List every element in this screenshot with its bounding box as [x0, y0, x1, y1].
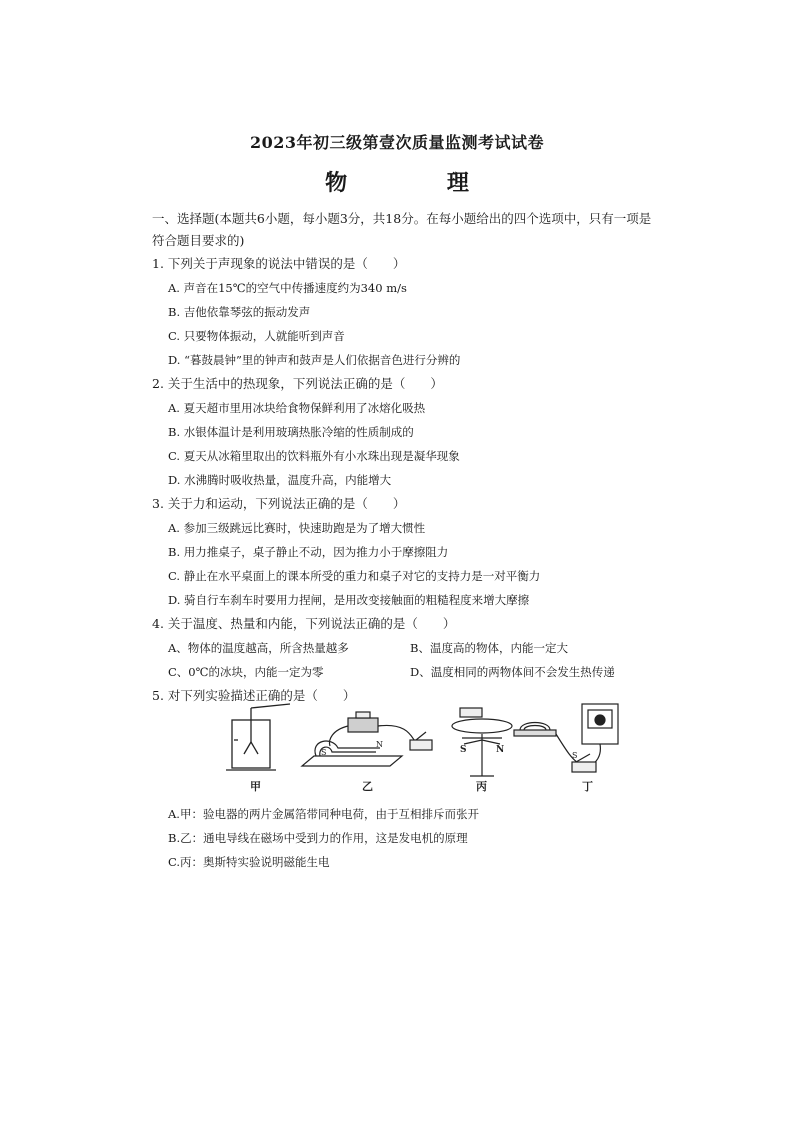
question-1-stem: 1. 下列关于声现象的说法中错误的是（ ） — [152, 256, 406, 271]
galvanometer-experiment-diagram — [514, 704, 618, 772]
motor-experiment-diagram — [302, 712, 432, 766]
question-1-option-c: C. 只要物体振动，人就能听到声音 — [168, 329, 345, 343]
question-5-option-c: C.丙：奥斯特实验说明磁能生电 — [168, 855, 330, 869]
question-3-stem: 3. 关于力和运动，下列说法正确的是（ ） — [152, 496, 406, 511]
question-4-stem: 4. 关于温度、热量和内能，下列说法正确的是（ ） — [152, 616, 456, 631]
question-2-option-d: D. 水沸腾时吸收热量，温度升高，内能增大 — [168, 473, 392, 487]
question-3-option-b: B. 用力推桌子，桌子静止不动，因为推力小于摩擦阻力 — [168, 545, 449, 559]
oersted-experiment-diagram — [452, 708, 512, 776]
figure-mark-0: S — [321, 748, 327, 757]
question-5-option-b: B.乙：通电导线在磁场中受到力的作用，这是发电机的原理 — [168, 831, 468, 845]
question-3-option-a: A. 参加三级跳远比赛时，快速助跑是为了增大惯性 — [168, 521, 426, 535]
question-1-option-b: B. 吉他依靠琴弦的振动发声 — [168, 305, 311, 319]
question-1-option-d: D. “暮鼓晨钟”里的钟声和鼓声是人们依据音色进行分辨的 — [168, 353, 461, 367]
section-heading: 一、选择题(本题共6小题，每小题3分，共18分。在每小题给出的四个选项中，只有一项是符合题目要求的) — [152, 211, 652, 248]
question-3-option-c: C. 静止在水平桌面上的课本所受的重力和桌子对它的支持力是一对平衡力 — [168, 569, 541, 583]
figure-mark-1: N — [376, 740, 383, 749]
question-2-option-c: C. 夏天从冰箱里取出的饮料瓶外有小水珠出现是凝华现象 — [168, 449, 460, 463]
question-3-option-d: D. 骑自行车刹车时要用力捏闸，是用改变接触面的粗糙程度来增大摩擦 — [168, 593, 530, 607]
electroscope-diagram — [226, 704, 290, 770]
question-5-stem: 5. 对下列实验描述正确的是（ ） — [152, 688, 356, 703]
question-5-option-a: A.甲：验电器的两片金属箔带同种电荷，由于互相排斥而张开 — [168, 807, 479, 821]
exam-title: 2023年初三级第壹次质量监测考试试卷 — [249, 133, 545, 152]
figure-label-jia: 甲 — [250, 780, 261, 793]
question-2-stem: 2. 关于生活中的热现象，下列说法正确的是（ ） — [152, 376, 443, 391]
question-2-option-a: A. 夏天超市里用冰块给食物保鲜利用了冰熔化吸热 — [168, 401, 426, 415]
figure-mark-2: S — [460, 745, 467, 755]
figure-mark-3: N — [496, 745, 505, 755]
experiment-figure — [220, 700, 630, 795]
question-2-option-b: B. 水银体温计是利用玻璃热胀冷缩的性质制成的 — [168, 425, 414, 439]
question-4-option-b: B、温度高的物体，内能一定大 — [410, 641, 568, 655]
question-1-option-a: A. 声音在15℃的空气中传播速度约为340 m/s — [168, 281, 407, 295]
figure-label-yi: 乙 — [362, 780, 373, 793]
figure-label-bing: 丙 — [476, 780, 487, 793]
figure-label-ding: 丁 — [582, 780, 593, 793]
subject-title: 物 理 — [325, 170, 515, 196]
question-4-option-c: C、0℃的冰块，内能一定为零 — [168, 665, 324, 679]
figure-mark-4: S — [572, 751, 578, 760]
question-4-option-a: A、物体的温度越高，所含热量越多 — [168, 641, 349, 655]
question-4-option-d: D、温度相同的两物体间不会发生热传递 — [410, 665, 615, 679]
